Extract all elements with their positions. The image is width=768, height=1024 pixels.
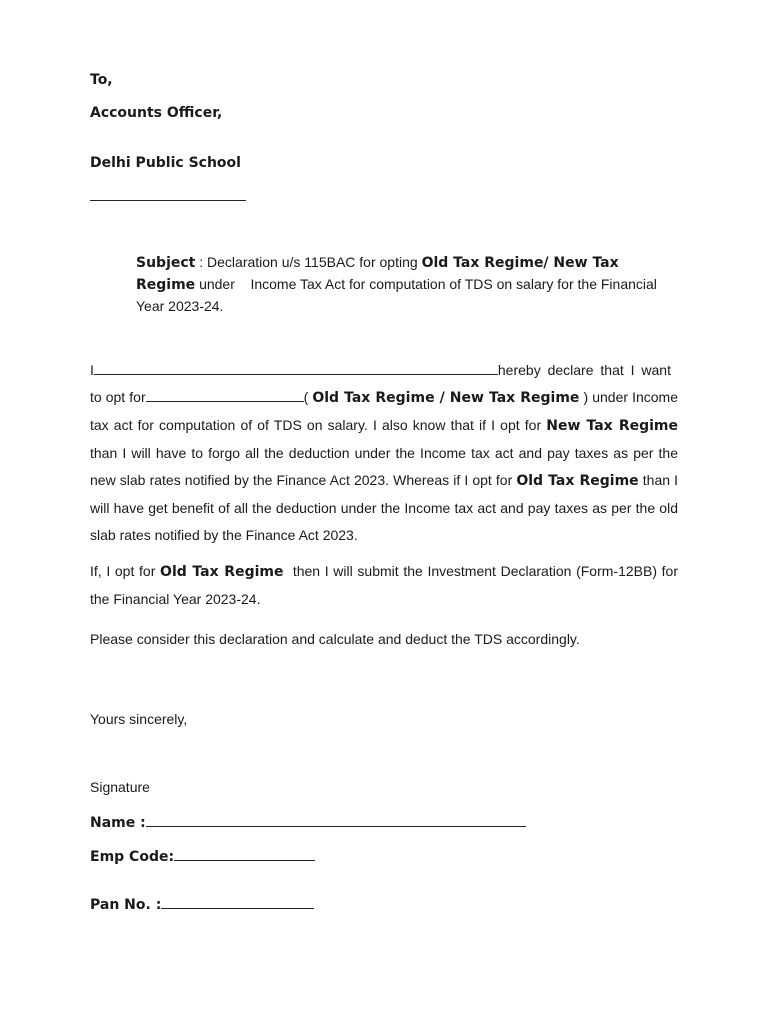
old-regime-paragraph bbox=[90, 558, 682, 613]
address-blank-line bbox=[90, 200, 246, 201]
name-label: Name : bbox=[90, 815, 146, 831]
regime-choice-blank[interactable] bbox=[146, 387, 304, 402]
signature-label: Signature bbox=[90, 779, 150, 795]
pan-label: Pan No. : bbox=[90, 897, 162, 913]
declaration-paragraph bbox=[90, 357, 678, 549]
declaration-new-regime: New Tax Regime bbox=[546, 418, 678, 434]
name-blank[interactable] bbox=[146, 812, 526, 827]
if-old-post: then I will submit the Investment Declaration (Form-12BB) for the Financial Year 2023-24. bbox=[90, 563, 682, 607]
subject-text-2: under Income Tax Act for computation of TDS on salary for the Financial Year 2023-24. bbox=[136, 276, 661, 314]
declaration-i: I bbox=[90, 362, 94, 378]
subject-text-1: Declaration u/s 115BAC for opting bbox=[207, 254, 422, 270]
subject-separator: : bbox=[195, 254, 208, 270]
declaration-text-2: than I will have to forgo all the deduction under the Income tax act and pay taxes as per the new slab rates notified by the Finance Act 2023. Whereas if I opt for bbox=[90, 445, 678, 488]
declaration-text-1: ) under Income tax act for computation of of TDS on salary. I also know that if I opt for bbox=[90, 389, 678, 433]
declaration-hereby: hereby declare that I want bbox=[497, 362, 671, 378]
name-field bbox=[90, 812, 526, 831]
subject-regimes: Old Tax Regime/ New Tax Regime bbox=[136, 255, 619, 293]
salutation-to: To, bbox=[90, 72, 113, 88]
subject-label: Subject bbox=[136, 255, 196, 271]
pan-field bbox=[90, 894, 314, 913]
if-old-bold: Old Tax Regime bbox=[160, 564, 284, 580]
pan-blank[interactable] bbox=[161, 894, 314, 909]
declaration-regimes: Old Tax Regime / New Tax Regime bbox=[312, 390, 580, 406]
declaration-old-regime: Old Tax Regime bbox=[516, 473, 639, 489]
emp-code-label: Emp Code: bbox=[90, 849, 175, 865]
emp-code-field bbox=[90, 846, 315, 865]
request-line: Please consider this declaration and calculate and deduct the TDS accordingly. bbox=[90, 631, 580, 647]
recipient-title: Accounts Officer, bbox=[90, 105, 223, 121]
declaration-opt-for: to opt for bbox=[90, 389, 146, 405]
emp-code-blank[interactable] bbox=[174, 846, 315, 861]
declaration-paren: ( bbox=[303, 389, 313, 405]
if-old-pre: If, I opt for bbox=[90, 563, 161, 579]
declaration-text-3: than I will have get benefit of all the deduction under the Income tax act and pay taxes as per the old slab rates notified by the Finance Act 2023. bbox=[90, 472, 679, 543]
employee-name-blank[interactable] bbox=[94, 360, 498, 375]
subject-block bbox=[136, 252, 681, 317]
closing-line: Yours sincerely, bbox=[90, 711, 188, 727]
school-name: Delhi Public School bbox=[90, 155, 241, 171]
